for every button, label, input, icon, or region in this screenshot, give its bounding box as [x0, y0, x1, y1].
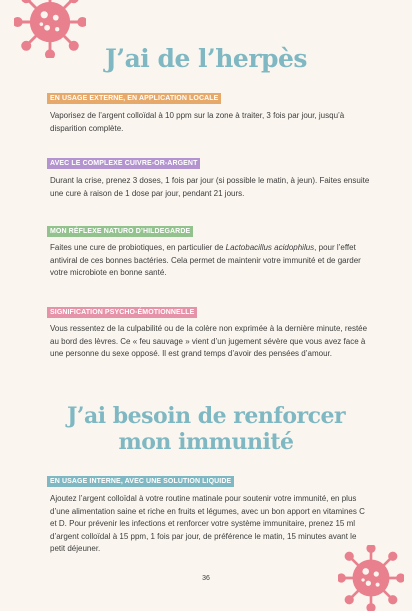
paragraph-external-use: Vaporisez de l’argent colloïdal à 10 ppm sur la zone à traiter, 3 fois par jour, jusqu’à disparition complète. [50, 111, 345, 133]
title-line: J’ai besoin de renforcer [66, 403, 346, 429]
badge-external-use: EN USAGE EXTERNE, EN APPLICATION LOCALE [47, 93, 221, 104]
badge-internal-use: EN USAGE INTERNE, AVEC UNE SOLUTION LIQUIDE [47, 476, 234, 487]
text-segment: , pour l’effet antiviral de ces bonnes bactéries. Cela permet de maintenir votre immunité et de garder votre microbiote en bonne santé. [50, 243, 361, 277]
badge-copper-gold-silver: AVEC LE COMPLEXE CUIVRE-OR-ARGENT [47, 158, 200, 169]
paragraph-naturo-reflex [50, 242, 370, 280]
paragraph-copper-gold-silver: Durant la crise, prenez 3 doses, 1 fois par jour (si possible le matin, à jeun). Faites ensuite une cure à raison de 1 dose par jour, pendant 21 jours. [50, 176, 370, 198]
text-italic: Lactobacillus acidophilus [225, 243, 315, 252]
section-title-herpes: J’ai de l’herpès [105, 44, 307, 73]
page-number: 36 [202, 575, 210, 582]
badge-psycho-emotional: SIGNIFICATION PSYCHO-ÉMOTIONNELLE [47, 307, 197, 318]
text-segment: Faites une cure de probiotiques, en particulier de [50, 243, 226, 252]
paragraph-psycho-emotional: Vous ressentez de la culpabilité ou de la colère non exprimée à la dernière minute, restée au bord des lèvres. Ce « feu sauvage » vient d’un jugement sévère que vous avez face à une personne du sexe opposé. Il est grand temps d’avoir des pensées d’amour. [50, 324, 368, 358]
badge-naturo-reflex: MON RÉFLEXE NATURO D’HILDEGARDE [47, 226, 193, 237]
section-title-immunity [0, 403, 412, 455]
title-line: mon immunité [118, 429, 294, 455]
paragraph-internal-use: Ajoutez l’argent colloïdal à votre routine matinale pour soutenir votre immunité, en plus d’une alimentation saine et riche en fruits et légumes, avec un bon apport en vitamines C et D. Pour prévenir les infections et renforcer votre système immunitaire, prenez 15 ml d’argent colloïdal à 15 ppm, 1 fois par jour, de préférence le matin, 15 minutes avant le petit déjeuner. [50, 494, 365, 553]
